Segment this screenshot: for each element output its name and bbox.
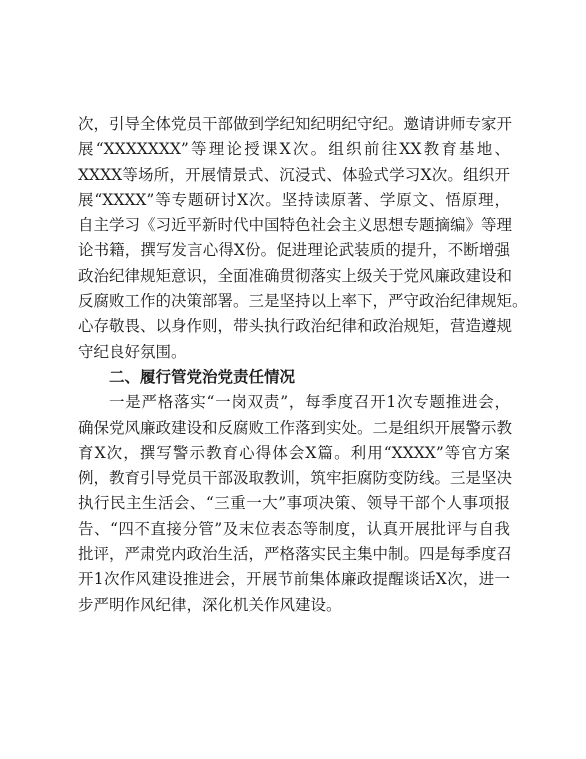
section-heading: 二、履行管党治党责任情况 bbox=[109, 367, 296, 386]
paragraph-1-line: 展“XXXXXXX”等理论授课X次。组织前往XX教育基地、 bbox=[78, 140, 510, 159]
paragraph-1-line: 论书籍，撰写发言心得X份。促进理论武装质的提升，不断增强 bbox=[78, 241, 510, 260]
paragraph-1-line: 心存敬畏、以身作则，带头执行政治纪律和政治规矩，营造遵规 bbox=[78, 317, 513, 336]
paragraph-2-line: 一是严格落实“一岗双责”，每季度召开1次专题推进会， bbox=[109, 393, 510, 412]
paragraph-2-line: 开1次作风建设推进会，开展节前集体廉政提醒谈话X次，进一 bbox=[78, 570, 510, 589]
paragraph-1-line: XXXX等场所，开展情景式、沉浸式、体验式学习X次。组织开 bbox=[78, 165, 510, 184]
paragraph-1-line: 政治纪律规矩意识，全面准确贯彻落实上级关于党风廉政建设和 bbox=[78, 266, 513, 285]
paragraph-2-line: 育X次，撰写警示教育心得体会X篇。利用“XXXX”等官方案 bbox=[78, 443, 510, 462]
paragraph-1-line: 守纪良好氛围。 bbox=[78, 342, 187, 361]
paragraph-2-line: 告、“四不直接分管”及末位表态等制度，认真开展批评与自我 bbox=[78, 519, 510, 538]
paragraph-1-line: 反腐败工作的决策部署。三是坚持以上率下，严守政治纪律规矩。 bbox=[78, 292, 528, 311]
document-body bbox=[78, 112, 528, 618]
paragraph-1-line: 自主学习《习近平新时代中国特色社会主义思想专题摘编》等理 bbox=[78, 216, 513, 235]
paragraph-2-line: 确保党风廉政建设和反腐败工作落到实处。二是组织开展警示教 bbox=[78, 418, 513, 437]
paragraph-2-line: 执行民主生活会、“三重一大”事项决策、领导干部个人事项报 bbox=[78, 494, 510, 513]
paragraph-1-line: 展“XXXX”等专题研讨X次。坚持读原著、学原文、悟原理， bbox=[78, 190, 510, 209]
paragraph-2-line: 例，教育引导党员干部汲取教训，筑牢拒腐防变防线。三是坚决 bbox=[78, 469, 513, 488]
paragraph-2-line: 步严明作风纪律，深化机关作风建设。 bbox=[78, 595, 342, 614]
paragraph-2-line: 批评，严肃党内政治生活，严格落实民主集中制。四是每季度召 bbox=[78, 545, 513, 564]
paragraph-1-line: 次，引导全体党员干部做到学纪知纪明纪守纪。邀请讲师专家开 bbox=[78, 115, 513, 133]
